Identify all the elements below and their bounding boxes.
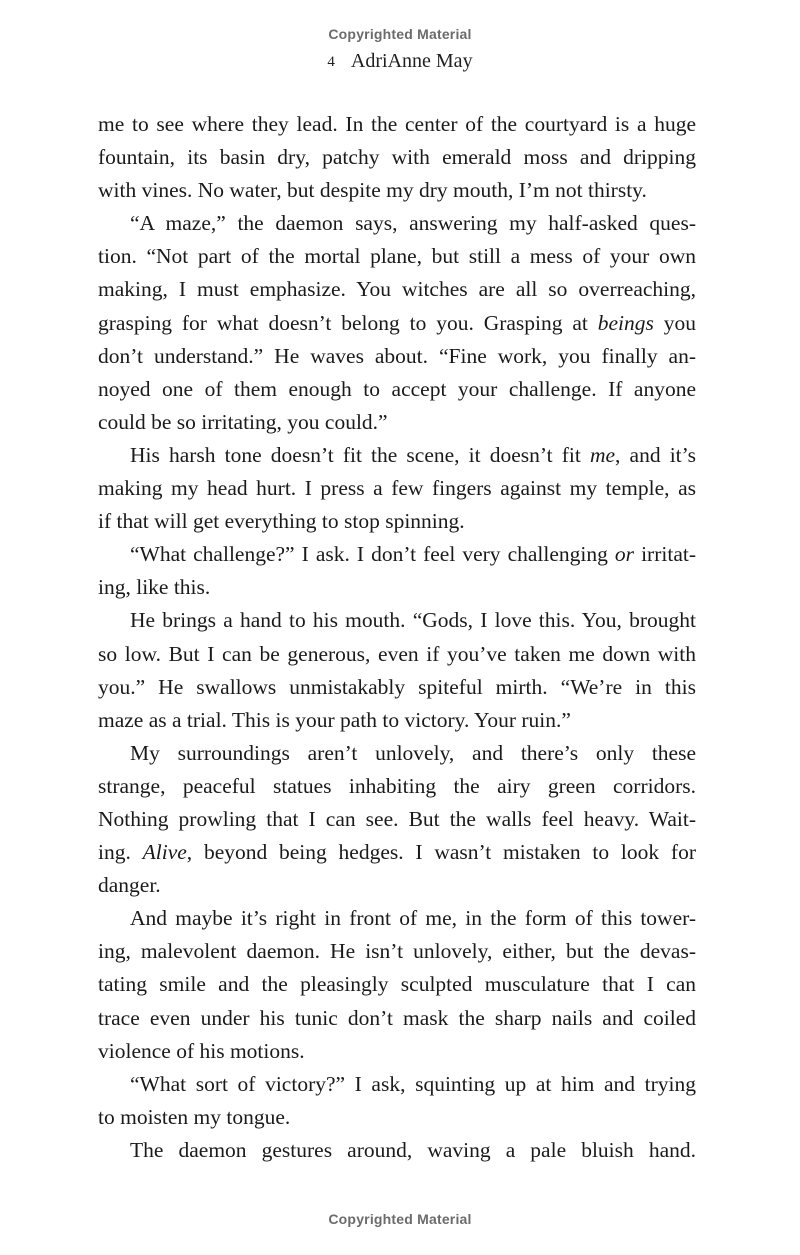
text-line: strange, peaceful statues inhabiting the airy green corridors. [98,773,696,798]
text-line [98,836,696,869]
text-run: , and it’s [615,442,696,467]
text-line: you.” He swallows unmistakably spiteful mirth. “We’re in this [98,674,696,699]
text-run: grasping for what doesn’t belong to you. Grasping at [98,310,598,335]
text-run: ing. [98,840,143,865]
italic-text: me [589,442,616,467]
text-line: with vines. No water, but despite my dry mouth, I’m not thirsty. [98,178,647,203]
text-line [98,439,696,472]
text-line: if that will get everything to stop spinning. [98,509,465,534]
text-line [98,538,696,571]
text-line: making, I must emphasize. You witches are all so overreaching, [98,277,696,302]
text-line: My surroundings aren’t unlovely, and there’s only these [130,740,696,765]
text-line: fountain, its basin dry, patchy with emerald moss and dripping [98,145,696,170]
author-name: AdriAnne May [350,50,473,72]
text-run: His harsh tone doesn’t fit the scene, it doesn’t fit [130,442,590,467]
text-line: so low. But I can be generous, even if you’ve taken me down with [98,641,696,666]
text-line: tating smile and the pleasingly sculpted musculature that I can [98,972,696,997]
text-line: danger. [98,873,161,898]
text-line: ing, malevolent daemon. He isn’t unlovely, either, but the devas- [98,939,696,964]
paragraph [98,1134,696,1167]
paragraph [98,108,696,207]
body-text [98,108,696,1167]
text-line: me to see where they lead. In the center of the courtyard is a huge [98,112,696,136]
paragraph [98,439,696,538]
text-line: “What sort of victory?” I ask, squinting up at him and trying [130,1071,696,1096]
text-line: tion. “Not part of the mortal plane, but still a mess of your own [98,244,696,269]
italic-text: beings [597,310,654,335]
paragraph [98,1068,696,1134]
page-number: 4 [327,54,335,70]
text-line: maze as a trial. This is your path to victory. Your ruin.” [98,707,571,732]
text-line: ing, like this. [98,575,211,600]
text-line: Nothing prowling that I can see. But the walls feel heavy. Wait- [98,806,696,831]
text-line: violence of his motions. [98,1038,305,1063]
text-line: could be so irritating, you could.” [98,409,388,434]
text-line: noyed one of them enough to accept your challenge. If anyone [98,376,696,401]
text-line: He brings a hand to his mouth. “Gods, I love this. You, brought [130,608,696,633]
italic-text: or [614,542,635,567]
copyright-watermark-top: Copyrighted Material [328,26,472,42]
text-run: you [653,310,696,335]
paragraph [98,538,696,604]
copyright-watermark-bottom: Copyrighted Material [328,1211,472,1227]
text-line: trace even under his tunic don’t mask the sharp nails and coiled [98,1005,696,1030]
text-line [98,307,696,340]
paragraph [98,604,696,736]
paragraph [98,902,696,1067]
paragraph [98,737,696,902]
text-line: The daemon gestures around, waving a pale bluish hand. [130,1137,696,1162]
paragraph [98,207,696,439]
text-line: And maybe it’s right in front of me, in the form of this tower- [130,906,696,931]
italic-text: Alive [142,840,187,865]
text-run: , beyond being hedges. I wasn’t mistaken to look for [186,840,696,865]
text-line: “A maze,” the daemon says, answering my half-asked ques- [130,211,696,236]
running-head [0,50,800,73]
text-line: don’t understand.” He waves about. “Fine work, you finally an- [98,343,696,368]
text-line: to moisten my tongue. [98,1104,291,1129]
text-run: “What challenge?” I ask. I don’t feel very challenging [130,542,615,567]
text-line: making my head hurt. I press a few fingers against my temple, as [98,476,696,501]
text-run: irritat- [634,542,696,567]
